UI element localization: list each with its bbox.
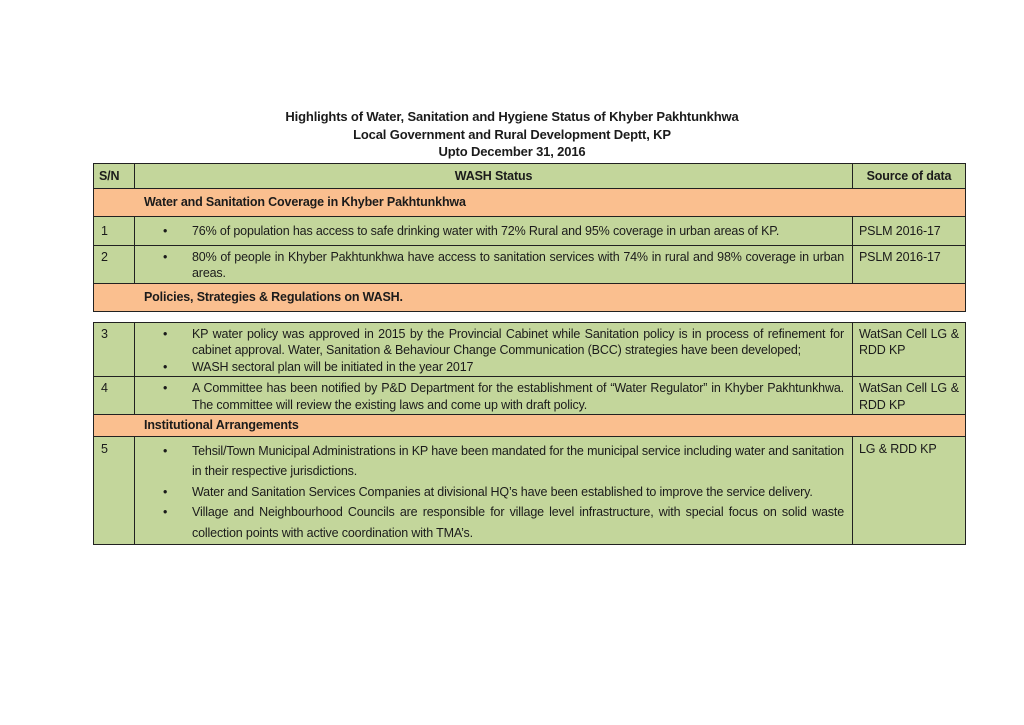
table-row-2 (94, 245, 965, 283)
bullet-item: • KP water policy was approved in 2015 by the Provincial Cabinet while Sanitation policy is in process of refinement for cabinet approval. Water, Sanitation & Behaviour Change Communication (BCC) strategies have been developed; (135, 326, 844, 359)
section-heading-row-institutional (94, 414, 965, 436)
section-heading-institutional: Institutional Arrangements (94, 415, 965, 436)
source-cell: PSLM 2016-17 (852, 246, 965, 283)
source-cell: WatSan Cell LG & RDD KP (852, 323, 965, 377)
status-cell (134, 217, 852, 245)
bullet-item: • 76% of population has access to safe drinking water with 72% Rural and 95% coverage in urban areas of KP. (135, 223, 844, 240)
source-cell: PSLM 2016-17 (852, 217, 965, 245)
table-gap (93, 312, 966, 322)
sn-cell: 5 (101, 442, 108, 456)
bullet-item: • Tehsil/Town Municipal Administrations in KP have been mandated for the municipal service including water and sanitation in their respective jurisdictions. (135, 441, 844, 482)
document-title-block (0, 108, 1024, 161)
header-cell-sn: S/N (99, 169, 120, 183)
section-heading-row-coverage (94, 188, 965, 216)
sn-cell: 2 (101, 249, 108, 264)
table-header-row (94, 164, 965, 188)
sn-cell: 3 (101, 326, 108, 341)
document-title-line3: Upto December 31, 2016 (438, 144, 586, 159)
document-title-line1: Highlights of Water, Sanitation and Hygiene Status of Khyber Pakhtunkhwa (285, 109, 739, 124)
table-row-5 (94, 436, 965, 544)
table-row-1 (94, 216, 965, 245)
header-cell-source: Source of data (852, 164, 965, 188)
table-block-bottom (93, 322, 966, 546)
sn-cell: 4 (101, 381, 108, 395)
bullet-item: • A Committee has been notified by P&D Department for the establishment of “Water Regulator” in Khyber Pakhtunkhwa. The committee will review the existing laws and come up with draft policy. (135, 380, 844, 413)
bullet-item: • 80% of people in Khyber Pakhtunkhwa have access to sanitation services with 74% in rural and 98% coverage in urban areas. (135, 249, 844, 282)
section-heading-coverage: Water and Sanitation Coverage in Khyber Pakhtunkhwa (94, 189, 965, 216)
bullet-item: • WASH sectoral plan will be initiated in the year 2017 (135, 359, 844, 376)
bullet-item: • Village and Neighbourhood Councils are responsible for village level infrastructure, with special focus on solid waste collection points with active coordination with TMA’s. (135, 502, 844, 543)
table-row-3 (94, 323, 965, 377)
status-cell (134, 437, 852, 544)
bullet-item: • Water and Sanitation Services Companies at divisional HQ’s have been established to improve the service delivery. (135, 482, 844, 502)
status-cell (134, 377, 852, 414)
source-cell: WatSan Cell LG & RDD KP (852, 377, 965, 414)
source-cell: LG & RDD KP (852, 437, 965, 544)
table-row-4 (94, 376, 965, 414)
section-heading-policies: Policies, Strategies & Regulations on WASH. (94, 284, 965, 311)
document-title-line2: Local Government and Rural Development Deptt, KP (353, 126, 671, 142)
header-cell-wash-status: WASH Status (134, 164, 852, 188)
section-heading-row-policies (94, 283, 965, 311)
table-block-top (93, 163, 966, 312)
status-cell (134, 246, 852, 283)
sn-cell: 1 (101, 224, 108, 238)
wash-status-table (93, 163, 966, 545)
status-cell (134, 323, 852, 377)
